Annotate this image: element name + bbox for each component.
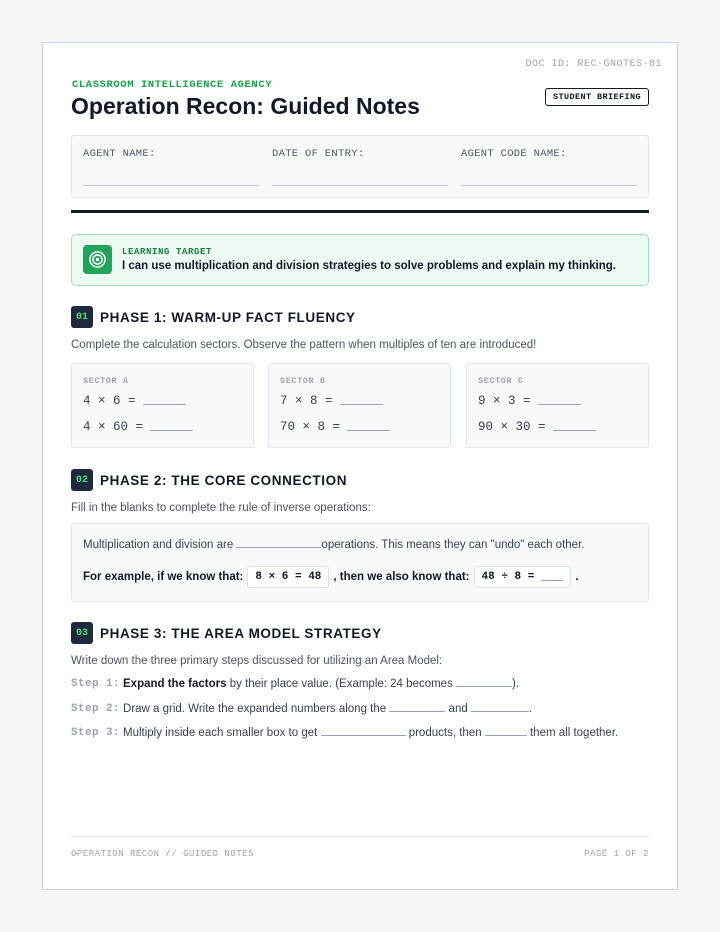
phase-3-title: PHASE 3: THE AREA MODEL STRATEGY (100, 625, 382, 641)
phase-3-number: 03 (71, 622, 93, 644)
sector-a-label: SECTOR A (83, 376, 129, 386)
equation-text: 90 × 30 = (478, 420, 546, 434)
step-1 (71, 678, 519, 690)
division-fact-text: 48 ÷ 8 = (481, 571, 535, 583)
answer-blank[interactable] (143, 404, 186, 405)
equation-text: 7 × 8 = (280, 394, 333, 408)
doc-id: DOC ID: REC-GNOTES-01 (525, 59, 662, 70)
equation-text: 4 × 60 = (83, 420, 144, 434)
learning-target-label: LEARNING TARGET (122, 247, 213, 257)
step-3 (71, 727, 618, 739)
step-2-blank-1[interactable] (389, 711, 445, 712)
learning-target-box (71, 234, 649, 286)
answer-blank[interactable] (150, 430, 193, 431)
step-1-label: Step 1: (71, 678, 121, 690)
agent-code-name-label: AGENT CODE NAME: (461, 148, 567, 160)
example-line (83, 566, 579, 588)
agent-code-name-line[interactable] (461, 185, 637, 186)
agent-name-field[interactable] (83, 148, 259, 160)
date-of-entry-line[interactable] (272, 185, 448, 186)
step-3-blank-2[interactable] (485, 735, 527, 736)
step-3-end: them all together. (526, 727, 619, 739)
learning-target-text: I can use multiplication and division strategies to solve problems and explain my thinking. (122, 260, 616, 272)
worksheet-page (42, 42, 678, 890)
header-divider (71, 210, 649, 213)
sector-b (268, 363, 451, 448)
phase-2-description: Fill in the blanks to complete the rule of inverse operations: (71, 502, 371, 514)
page-number: PAGE 1 OF 2 (584, 849, 649, 859)
step-1-bold: Expand the factors (123, 678, 227, 690)
agent-name-line[interactable] (83, 185, 259, 186)
step-1-text: by their place value. (Example: 24 becomes (226, 678, 457, 690)
phase-1-title: PHASE 1: WARM-UP FACT FLUENCY (100, 309, 356, 325)
page-title: Operation Recon: Guided Notes (71, 93, 420, 119)
division-answer-blank[interactable] (541, 580, 563, 581)
step-3-blank-1[interactable] (321, 735, 406, 736)
step-2-end: . (528, 703, 533, 715)
date-of-entry-field[interactable] (272, 148, 448, 160)
example-text-mid: , then we also know that: (333, 571, 470, 583)
sector-c (466, 363, 649, 448)
step-2-and: and (445, 703, 471, 715)
inverse-operations-box (71, 523, 649, 602)
sector-b-equation-2 (280, 420, 390, 434)
phase-3-description: Write down the three primary steps discussed for utilizing an Area Model: (71, 655, 443, 667)
sector-a (71, 363, 254, 448)
example-text-before: For example, if we know that: (83, 571, 244, 583)
sector-a-equation-1 (83, 394, 186, 408)
phase-2-number: 02 (71, 469, 93, 491)
equation-text: 9 × 3 = (478, 394, 531, 408)
sector-a-equation-2 (83, 420, 193, 434)
answer-blank[interactable] (538, 404, 581, 405)
equation-text: 4 × 6 = (83, 394, 136, 408)
student-briefing-badge: STUDENT BRIEFING (545, 88, 649, 106)
footer-divider (71, 836, 649, 837)
step-2-label: Step 2: (71, 703, 121, 715)
step-1-end: ). (512, 678, 520, 690)
inverse-text-before: Multiplication and division are (83, 539, 237, 551)
example-text-end: . (575, 571, 579, 583)
phase-3-header (71, 622, 382, 644)
sector-c-equation-2 (478, 420, 596, 434)
inverse-rule-line (83, 539, 584, 551)
inverse-answer-blank[interactable] (236, 547, 321, 548)
step-2-text: Draw a grid. Write the expanded numbers along the (123, 703, 390, 715)
phase-1-header (71, 306, 356, 328)
multiplication-fact-chip: 8 × 6 = 48 (247, 566, 329, 588)
equation-text: 70 × 8 = (280, 420, 341, 434)
answer-blank[interactable] (553, 430, 596, 431)
phase-2-title: PHASE 2: THE CORE CONNECTION (100, 472, 348, 488)
phase-2-header (71, 469, 347, 491)
target-icon (83, 245, 112, 274)
footer-title: OPERATION RECON // GUIDED NOTES (71, 849, 254, 859)
sector-b-label: SECTOR B (280, 376, 326, 386)
step-1-blank[interactable] (456, 686, 512, 687)
agent-code-name-field[interactable] (461, 148, 637, 160)
agent-info-box (71, 135, 649, 198)
step-2 (71, 703, 532, 715)
agent-name-label: AGENT NAME: (83, 148, 156, 160)
inverse-text-after: operations. This means they can "undo" each other. (321, 539, 585, 551)
division-fact-chip (474, 566, 572, 588)
step-3-label: Step 3: (71, 727, 121, 739)
answer-blank[interactable] (347, 430, 390, 431)
date-of-entry-label: DATE OF ENTRY: (272, 148, 365, 160)
step-2-blank-2[interactable] (471, 711, 529, 712)
sector-c-label: SECTOR C (478, 376, 524, 386)
sector-c-equation-1 (478, 394, 581, 408)
step-3-text: Multiply inside each smaller box to get (123, 727, 321, 739)
step-3-mid: products, then (405, 727, 485, 739)
phase-1-description: Complete the calculation sectors. Observe the pattern when multiples of ten are introduced! (71, 339, 537, 351)
sector-b-equation-1 (280, 394, 383, 408)
phase-1-number: 01 (71, 306, 93, 328)
agency-label: CLASSROOM INTELLIGENCE AGENCY (72, 79, 273, 91)
answer-blank[interactable] (340, 404, 383, 405)
